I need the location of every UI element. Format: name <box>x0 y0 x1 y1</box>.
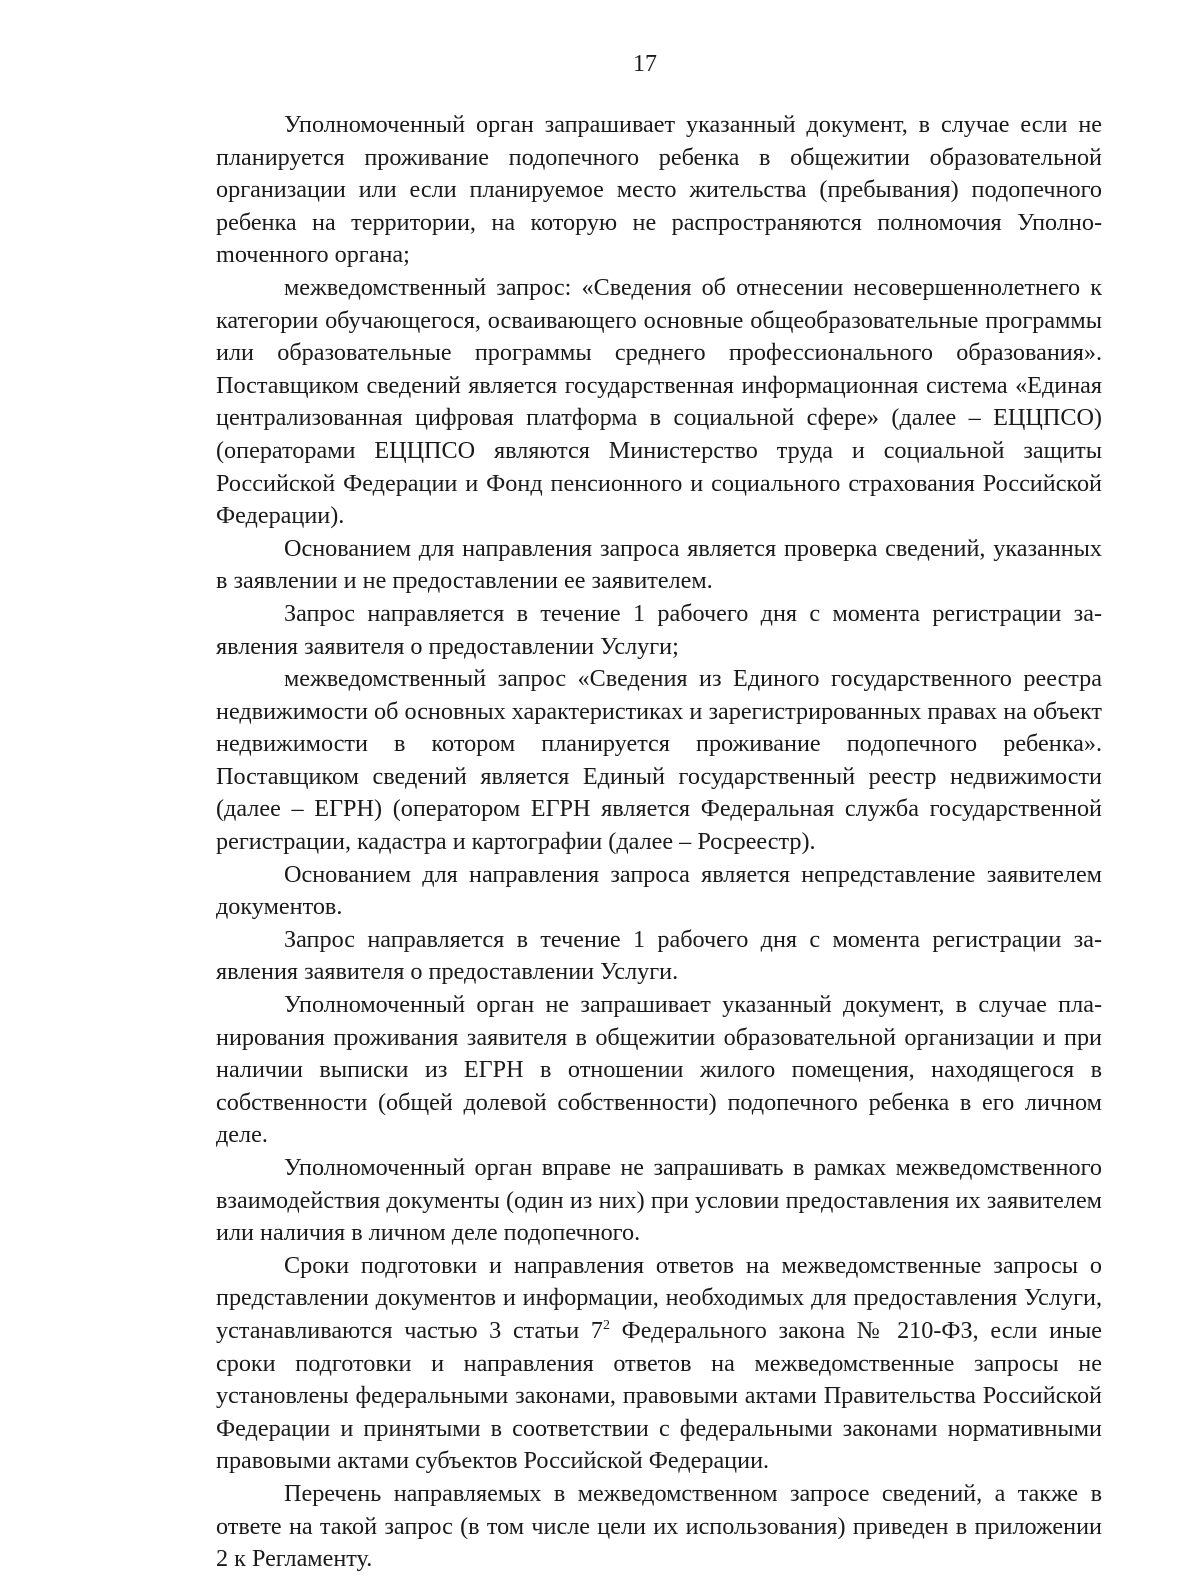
page-number: 17 <box>633 51 657 77</box>
paragraph-4: Запрос направляется в течение 1 рабочего дня с момента регистрации заявления заявителя о предоставлении Услуги; <box>216 599 1102 660</box>
paragraph-2: межведомственный запрос: «Сведения об отнесении несовершеннолетнего к категории обучающегося, осваивающего основные общеобразовательные программы или образовательные программы среднего профессионального образования». Поставщиком сведений является государственная информационная система «Единая централизованная цифровая платформа в социальной сфере» (далее – ЕЦЦПСО) (операторами ЕЦЦПСО являются Министерство труда и социальной защиты Российской Федерации и Фонд пенсионного и социального страхования Российской Федерации). <box>216 273 1102 530</box>
article-superscript: 2 <box>602 1317 610 1333</box>
paragraph-10-text-end: Федерального закона № 210-ФЗ, если иные сроки подготовки и направления ответов на межведомственные запросы не установлены федеральными законами, правовыми актами Правительства Российской Федерации и принятыми в соответствии с федеральными законами нормативными правовыми актами субъектов Российской Федерации. <box>216 1316 1102 1475</box>
paragraph-10-text-start: Сроки подготовки и направления ответов на межведомственные запросы о представлении документов и информации, необходимых для предоставления Услуги, устанавливаются частью 3 статьи 7 <box>216 1251 1102 1344</box>
paragraph-9: Уполномоченный орган вправе не запрашивать в рамках межведомственного взаимодействия документы (один из них) при условии предоставления их заявителем или наличия в личном деле подопечного. <box>216 1154 1102 1247</box>
document-body <box>216 109 1102 1576</box>
paragraph-1: Уполномоченный орган запрашивает указанный документ, в случае если не планируется проживание подопечного ребенка в общежитии образовательной организации или если планируемое место жительства (пребывания) подопечного ребенка на территории, на которую не распространяются полномочия Уполноmоченного органа; <box>216 111 1102 269</box>
paragraph-6: Основанием для направления запроса является непредставление заявителем документов. <box>216 860 1102 921</box>
paragraph-10 <box>216 1250 1102 1478</box>
paragraph-11: Перечень направляемых в межведомственном запросе сведений, а также в ответе на такой запрос (в том числе цели их использования) приведен в приложении 2 к Регламенту. <box>216 1479 1102 1573</box>
paragraph-8: Уполномоченный орган не запрашивает указанный документ, в случае планирования проживания заявителя в общежитии образовательной организации и при наличии выписки из ЕГРН в отношении жилого помещения, находящегося в собственности (общей долевой собственности) подопечного ребенка в его личном деле. <box>216 991 1102 1149</box>
paragraph-5: межведомственный запрос «Сведения из Единого государственного реестра недвижимости об основных характеристиках и зарегистрированных правах на объект недвижимости в котором планируется проживание подопечного ребенка». Поставщиком сведений является Единый государственный реестр недвижимости (далее – ЕГРН) (оператором ЕГРН является Федеральная служба государственной регистрации, кадастра и картографии (далее – Росреестр). <box>216 665 1102 856</box>
paragraph-3: Основанием для направления запроса является проверка сведений, указанных в заявлении и не предоставлении ее заявителем. <box>216 534 1102 595</box>
paragraph-7: Запрос направляется в течение 1 рабочего дня с момента регистрации заявления заявителя о предоставлении Услуги. <box>216 925 1102 986</box>
